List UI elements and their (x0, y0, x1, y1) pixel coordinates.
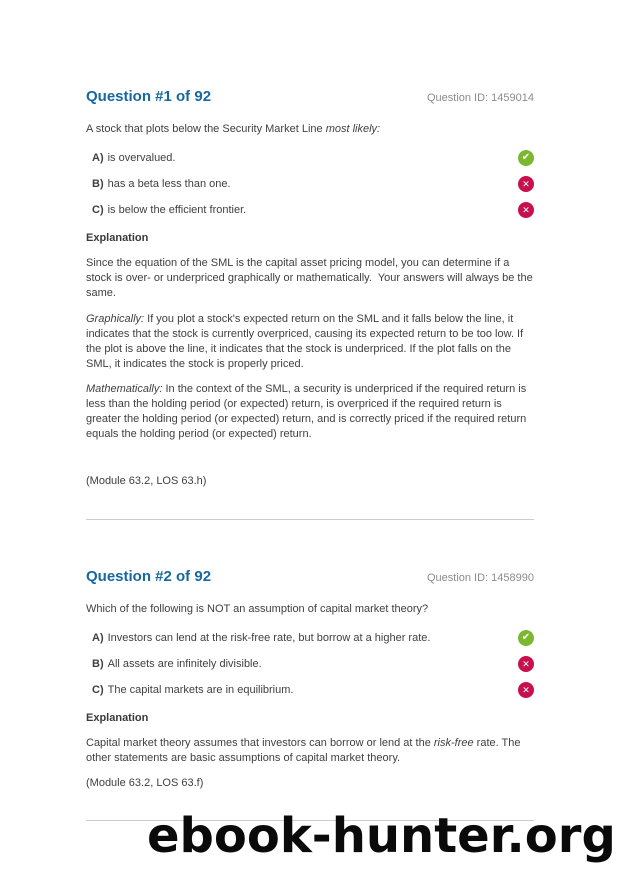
choice-label: has a beta less than one. (107, 177, 231, 190)
choice-label: The capital markets are in equilibrium. (107, 683, 294, 696)
watermark-text: ebook-hunter.org (147, 808, 616, 864)
section-divider (86, 519, 534, 520)
prompt-text: A stock that plots below the Security Market Line (86, 123, 326, 135)
choice-text (92, 203, 246, 218)
explanation-paragraph (86, 256, 534, 301)
content-column (86, 0, 534, 821)
explanation-paragraph (86, 382, 534, 442)
choice-letter: B) (92, 657, 104, 670)
choice-list (86, 629, 534, 699)
choice-letter: C) (92, 683, 104, 696)
choice-letter: C) (92, 203, 104, 216)
choice-label: is below the efficient frontier. (107, 203, 247, 216)
question-header (86, 88, 534, 106)
explanation-heading: Explanation (86, 232, 149, 244)
choice-label: is overvalued. (107, 151, 176, 164)
question-card-1 (86, 88, 534, 489)
choice-text (92, 683, 293, 698)
choice-row-b (86, 655, 534, 673)
prompt-text-italic: most likely: (325, 123, 381, 135)
x-circle-icon (518, 176, 534, 192)
choice-text (92, 177, 231, 192)
paragraph-text: Capital market theory assumes that investors can borrow or lend at the (86, 737, 434, 749)
x-circle-icon (518, 682, 534, 698)
paragraph-lead-italic: Graphically: (86, 313, 145, 325)
question-card-2 (86, 568, 534, 791)
choice-list (86, 149, 534, 219)
choice-row-c (86, 201, 534, 219)
choice-row-a (86, 629, 534, 647)
check-circle-icon (518, 630, 534, 646)
question-prompt (86, 122, 534, 137)
choice-text (92, 631, 430, 646)
question-id: Question ID: 1458990 (426, 572, 534, 584)
module-reference: (Module 63.2, LOS 63.f) (86, 777, 204, 789)
choice-row-b (86, 175, 534, 193)
choice-letter: B) (92, 177, 104, 190)
paragraph-text: If you plot a stock's expected return on the SML and it falls below the line, it indicates that the stock is currently overpriced, causing its expected return to be too low. If the plot is above the line, it indicates that the stock is underpriced. If the plot falls on the SML, it indicates the stock is properly priced. (86, 313, 527, 370)
paragraph-text: Since the equation of the SML is the capital asset pricing model, you can determine if a stock is over- or underpriced graphically or mathematically. Your answers will always be the same. (86, 257, 536, 299)
module-reference: (Module 63.2, LOS 63.h) (86, 475, 207, 487)
choice-letter: A) (92, 631, 104, 644)
choice-text (92, 657, 262, 672)
choice-row-a (86, 149, 534, 167)
check-circle-icon (518, 150, 534, 166)
paragraph-text: In the context of the SML, a security is underpriced if the required return is less than the holding period (or expected) return, is overpriced if the required return is greater the holding period (or expected) return, and is correctly priced if the required return equals the holding period (or expected) return. (86, 383, 530, 440)
choice-letter: A) (92, 151, 104, 164)
question-prompt (86, 602, 534, 617)
explanation-paragraph (86, 312, 534, 372)
choice-row-c (86, 681, 534, 699)
question-header (86, 568, 534, 586)
explanation-heading: Explanation (86, 712, 149, 724)
x-circle-icon (518, 202, 534, 218)
explanation-paragraph (86, 736, 534, 766)
paragraph-lead-italic: Mathematically: (86, 383, 163, 395)
question-title: Question #1 of 92 (86, 88, 212, 105)
choice-label: All assets are infinitely divisible. (107, 657, 262, 670)
paragraph-text: rate. The other statements are basic assumptions of capital market theory. (86, 737, 524, 764)
choice-text (92, 151, 175, 166)
question-title: Question #2 of 92 (86, 568, 212, 585)
prompt-text: Which of the following is NOT an assumption of capital market theory? (86, 603, 429, 615)
question-id: Question ID: 1459014 (426, 92, 534, 104)
paragraph-italic: risk-free (433, 737, 474, 749)
choice-label: Investors can lend at the risk-free rate, but borrow at a higher rate. (107, 631, 431, 644)
x-circle-icon (518, 656, 534, 672)
